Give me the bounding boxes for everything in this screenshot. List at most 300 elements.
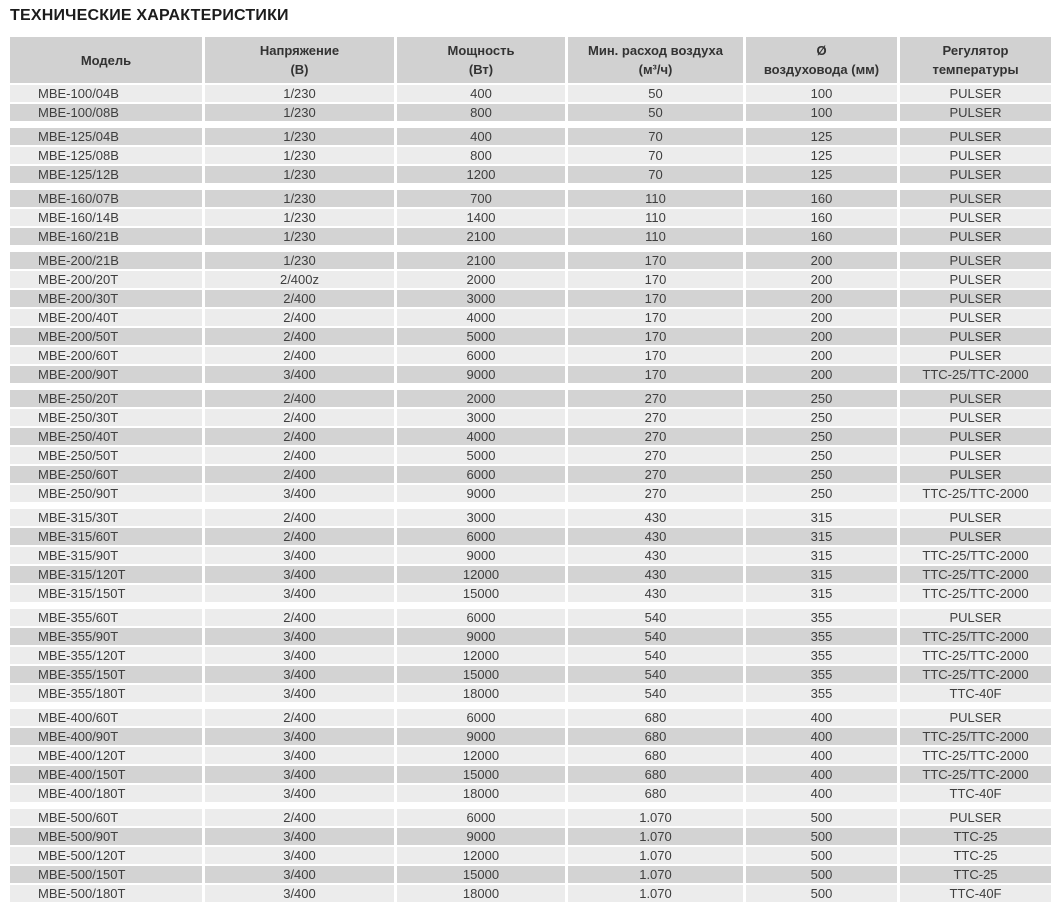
cell-model: MBE-355/150T (10, 666, 205, 683)
cell-airflow: 70 (568, 166, 746, 183)
cell-model: MBE-200/90T (10, 366, 205, 383)
cell-voltage: 3/400 (205, 685, 397, 702)
cell-diameter: 125 (746, 166, 900, 183)
cell-regulator: PULSER (900, 309, 1051, 326)
cell-power: 12000 (397, 847, 568, 864)
cell-model: MBE-315/60T (10, 528, 205, 545)
cell-regulator: PULSER (900, 271, 1051, 288)
cell-voltage: 3/400 (205, 547, 397, 564)
cell-regulator: TTC-25 (900, 847, 1051, 864)
cell-voltage: 2/400 (205, 509, 397, 526)
table-row-MBE-500/120T (10, 847, 1051, 864)
cell-diameter: 200 (746, 290, 900, 307)
cell-voltage: 2/400 (205, 428, 397, 445)
table-row-MBE-250/50T (10, 447, 1051, 464)
table-header-row (10, 37, 1051, 83)
cell-voltage: 1/230 (205, 252, 397, 269)
cell-power: 15000 (397, 585, 568, 602)
cell-voltage: 3/400 (205, 628, 397, 645)
cell-regulator: PULSER (900, 166, 1051, 183)
cell-regulator: TTC-25/TTC-2000 (900, 628, 1051, 645)
cell-regulator: TTC-25/TTC-2000 (900, 547, 1051, 564)
column-header-power (397, 37, 568, 83)
cell-regulator: TTC-25 (900, 828, 1051, 845)
cell-power: 18000 (397, 785, 568, 802)
cell-airflow: 270 (568, 409, 746, 426)
cell-regulator: PULSER (900, 609, 1051, 626)
table-row-MBE-250/60T (10, 466, 1051, 483)
cell-voltage: 3/400 (205, 647, 397, 664)
column-header-label: Регулятор (942, 43, 1009, 58)
cell-airflow: 270 (568, 390, 746, 407)
cell-model: MBE-125/12B (10, 166, 205, 183)
cell-airflow: 430 (568, 547, 746, 564)
cell-regulator: TTC-25/TTC-2000 (900, 728, 1051, 745)
cell-diameter: 200 (746, 347, 900, 364)
cell-regulator: PULSER (900, 290, 1051, 307)
cell-voltage: 2/400 (205, 609, 397, 626)
table-row-MBE-100/04B (10, 85, 1051, 102)
column-header-label: Мин. расход воздуха (588, 43, 723, 58)
cell-airflow: 1.070 (568, 828, 746, 845)
cell-model: MBE-100/04B (10, 85, 205, 102)
cell-regulator: TTC-40F (900, 685, 1051, 702)
cell-voltage: 3/400 (205, 585, 397, 602)
cell-diameter: 315 (746, 585, 900, 602)
cell-diameter: 200 (746, 328, 900, 345)
table-row-MBE-355/90T (10, 628, 1051, 645)
cell-regulator: PULSER (900, 128, 1051, 145)
cell-diameter: 250 (746, 466, 900, 483)
cell-model: MBE-315/90T (10, 547, 205, 564)
cell-regulator: PULSER (900, 328, 1051, 345)
table-row-MBE-200/60T (10, 347, 1051, 364)
cell-voltage: 3/400 (205, 866, 397, 883)
cell-model: MBE-500/120T (10, 847, 205, 864)
table-row-MBE-315/60T (10, 528, 1051, 545)
cell-airflow: 540 (568, 609, 746, 626)
cell-power: 15000 (397, 766, 568, 783)
table-row-MBE-200/50T (10, 328, 1051, 345)
cell-airflow: 540 (568, 628, 746, 645)
cell-regulator: PULSER (900, 509, 1051, 526)
cell-power: 18000 (397, 685, 568, 702)
cell-power: 800 (397, 147, 568, 164)
cell-diameter: 125 (746, 128, 900, 145)
cell-regulator: TTC-25/TTC-2000 (900, 585, 1051, 602)
cell-regulator: PULSER (900, 709, 1051, 726)
column-header-unit: температуры (932, 62, 1019, 77)
cell-diameter: 355 (746, 628, 900, 645)
cell-voltage: 2/400 (205, 347, 397, 364)
cell-regulator: TTC-25/TTC-2000 (900, 366, 1051, 383)
cell-power: 12000 (397, 647, 568, 664)
cell-airflow: 430 (568, 566, 746, 583)
column-header-unit: (м³/ч) (638, 62, 673, 77)
cell-power: 9000 (397, 547, 568, 564)
table-row-MBE-250/40T (10, 428, 1051, 445)
cell-power: 6000 (397, 528, 568, 545)
cell-model: MBE-160/21B (10, 228, 205, 245)
cell-airflow: 170 (568, 271, 746, 288)
table-row-MBE-400/150T (10, 766, 1051, 783)
cell-power: 5000 (397, 447, 568, 464)
cell-power: 800 (397, 104, 568, 121)
table-row-MBE-500/180T (10, 885, 1051, 902)
column-header-label: Модель (80, 52, 132, 68)
cell-airflow: 680 (568, 728, 746, 745)
cell-power: 2000 (397, 271, 568, 288)
cell-power: 12000 (397, 747, 568, 764)
cell-diameter: 200 (746, 366, 900, 383)
cell-voltage: 2/400 (205, 447, 397, 464)
cell-power: 12000 (397, 566, 568, 583)
cell-regulator: TTC-25/TTC-2000 (900, 566, 1051, 583)
table-row-MBE-125/12B (10, 166, 1051, 183)
cell-model: MBE-500/180T (10, 885, 205, 902)
cell-diameter: 250 (746, 390, 900, 407)
cell-airflow: 270 (568, 447, 746, 464)
column-header-unit: воздуховода (мм) (763, 62, 880, 77)
cell-airflow: 540 (568, 666, 746, 683)
cell-regulator: PULSER (900, 147, 1051, 164)
cell-regulator: PULSER (900, 104, 1051, 121)
cell-regulator: PULSER (900, 528, 1051, 545)
cell-airflow: 70 (568, 147, 746, 164)
cell-model: MBE-500/60T (10, 809, 205, 826)
cell-regulator: TTC-40F (900, 785, 1051, 802)
cell-diameter: 200 (746, 252, 900, 269)
cell-model: MBE-250/90T (10, 485, 205, 502)
cell-voltage: 2/400z (205, 271, 397, 288)
cell-model: MBE-355/180T (10, 685, 205, 702)
cell-voltage: 1/230 (205, 147, 397, 164)
cell-power: 3000 (397, 290, 568, 307)
cell-diameter: 500 (746, 885, 900, 902)
cell-diameter: 250 (746, 428, 900, 445)
cell-airflow: 110 (568, 190, 746, 207)
cell-diameter: 160 (746, 209, 900, 226)
cell-power: 400 (397, 85, 568, 102)
cell-airflow: 110 (568, 209, 746, 226)
cell-model: MBE-400/60T (10, 709, 205, 726)
column-header-regulator (900, 37, 1051, 83)
column-header-diameter (746, 37, 900, 83)
cell-voltage: 1/230 (205, 209, 397, 226)
cell-regulator: TTC-25/TTC-2000 (900, 747, 1051, 764)
cell-regulator: PULSER (900, 428, 1051, 445)
cell-power: 9000 (397, 366, 568, 383)
cell-airflow: 430 (568, 509, 746, 526)
cell-regulator: PULSER (900, 447, 1051, 464)
cell-model: MBE-315/30T (10, 509, 205, 526)
table-row-MBE-250/30T (10, 409, 1051, 426)
cell-airflow: 270 (568, 485, 746, 502)
cell-model: MBE-400/90T (10, 728, 205, 745)
cell-model: MBE-400/150T (10, 766, 205, 783)
cell-diameter: 200 (746, 271, 900, 288)
cell-voltage: 1/230 (205, 166, 397, 183)
cell-diameter: 160 (746, 190, 900, 207)
cell-voltage: 3/400 (205, 728, 397, 745)
cell-power: 2100 (397, 228, 568, 245)
column-header-unit: (В) (290, 62, 309, 77)
cell-diameter: 355 (746, 666, 900, 683)
table-row-MBE-200/20T (10, 271, 1051, 288)
cell-power: 400 (397, 128, 568, 145)
cell-airflow: 680 (568, 709, 746, 726)
cell-power: 9000 (397, 828, 568, 845)
cell-regulator: TTC-25/TTC-2000 (900, 666, 1051, 683)
table-row-MBE-315/30T (10, 509, 1051, 526)
cell-regulator: TTC-25/TTC-2000 (900, 766, 1051, 783)
table-row-MBE-355/150T (10, 666, 1051, 683)
cell-model: MBE-355/120T (10, 647, 205, 664)
cell-regulator: TTC-25 (900, 866, 1051, 883)
cell-power: 9000 (397, 728, 568, 745)
cell-model: MBE-200/60T (10, 347, 205, 364)
cell-model: MBE-160/14B (10, 209, 205, 226)
cell-airflow: 270 (568, 428, 746, 445)
cell-power: 9000 (397, 485, 568, 502)
cell-voltage: 2/400 (205, 290, 397, 307)
cell-power: 6000 (397, 709, 568, 726)
cell-power: 6000 (397, 809, 568, 826)
cell-power: 6000 (397, 609, 568, 626)
cell-regulator: PULSER (900, 190, 1051, 207)
cell-diameter: 250 (746, 447, 900, 464)
cell-power: 2100 (397, 252, 568, 269)
column-header-label: Напряжение (259, 43, 340, 58)
cell-model: MBE-200/40T (10, 309, 205, 326)
cell-model: MBE-400/120T (10, 747, 205, 764)
column-header-voltage (205, 37, 397, 83)
cell-voltage: 3/400 (205, 885, 397, 902)
cell-airflow: 170 (568, 290, 746, 307)
cell-voltage: 3/400 (205, 785, 397, 802)
cell-diameter: 250 (746, 485, 900, 502)
table-row-MBE-250/20T (10, 390, 1051, 407)
cell-regulator: PULSER (900, 347, 1051, 364)
cell-regulator: PULSER (900, 390, 1051, 407)
cell-voltage: 3/400 (205, 747, 397, 764)
table-row-MBE-200/90T (10, 366, 1051, 383)
cell-model: MBE-200/50T (10, 328, 205, 345)
cell-diameter: 400 (746, 785, 900, 802)
cell-model: MBE-355/90T (10, 628, 205, 645)
table-row-MBE-125/04B (10, 128, 1051, 145)
cell-diameter: 355 (746, 685, 900, 702)
cell-model: MBE-200/21B (10, 252, 205, 269)
cell-voltage: 1/230 (205, 85, 397, 102)
cell-power: 2000 (397, 390, 568, 407)
cell-diameter: 355 (746, 609, 900, 626)
cell-model: MBE-250/30T (10, 409, 205, 426)
cell-voltage: 1/230 (205, 190, 397, 207)
table-row-MBE-250/90T (10, 485, 1051, 502)
table-row-MBE-200/21B (10, 252, 1051, 269)
cell-voltage: 2/400 (205, 809, 397, 826)
cell-voltage: 3/400 (205, 566, 397, 583)
table-row-MBE-315/90T (10, 547, 1051, 564)
cell-model: MBE-160/07B (10, 190, 205, 207)
cell-voltage: 3/400 (205, 366, 397, 383)
table-row-MBE-160/14B (10, 209, 1051, 226)
table-row-MBE-500/90T (10, 828, 1051, 845)
cell-regulator: PULSER (900, 809, 1051, 826)
cell-voltage: 3/400 (205, 666, 397, 683)
cell-voltage: 3/400 (205, 847, 397, 864)
cell-diameter: 100 (746, 85, 900, 102)
cell-airflow: 680 (568, 766, 746, 783)
table-row-MBE-355/120T (10, 647, 1051, 664)
cell-voltage: 2/400 (205, 528, 397, 545)
column-header-label: Мощность (447, 43, 515, 58)
cell-diameter: 500 (746, 847, 900, 864)
cell-voltage: 3/400 (205, 766, 397, 783)
cell-power: 700 (397, 190, 568, 207)
cell-regulator: PULSER (900, 85, 1051, 102)
cell-voltage: 2/400 (205, 328, 397, 345)
cell-model: MBE-500/90T (10, 828, 205, 845)
table-row-MBE-400/120T (10, 747, 1051, 764)
cell-airflow: 170 (568, 366, 746, 383)
cell-model: MBE-400/180T (10, 785, 205, 802)
cell-power: 15000 (397, 866, 568, 883)
table-row-MBE-200/40T (10, 309, 1051, 326)
cell-airflow: 430 (568, 585, 746, 602)
cell-airflow: 540 (568, 647, 746, 664)
table-row-MBE-160/07B (10, 190, 1051, 207)
cell-diameter: 400 (746, 766, 900, 783)
cell-model: MBE-250/50T (10, 447, 205, 464)
cell-voltage: 3/400 (205, 485, 397, 502)
column-header-label: Ø (816, 43, 827, 58)
cell-power: 3000 (397, 509, 568, 526)
cell-diameter: 315 (746, 509, 900, 526)
cell-airflow: 430 (568, 528, 746, 545)
table-row-MBE-500/150T (10, 866, 1051, 883)
table-row-MBE-160/21B (10, 228, 1051, 245)
column-header-airflow (568, 37, 746, 83)
cell-model: MBE-125/08B (10, 147, 205, 164)
cell-diameter: 400 (746, 709, 900, 726)
cell-power: 4000 (397, 309, 568, 326)
cell-regulator: TTC-40F (900, 885, 1051, 902)
table-row-MBE-125/08B (10, 147, 1051, 164)
cell-voltage: 1/230 (205, 104, 397, 121)
cell-power: 9000 (397, 628, 568, 645)
cell-power: 3000 (397, 409, 568, 426)
cell-voltage: 2/400 (205, 309, 397, 326)
cell-diameter: 315 (746, 566, 900, 583)
cell-model: MBE-500/150T (10, 866, 205, 883)
cell-model: MBE-200/20T (10, 271, 205, 288)
cell-model: MBE-355/60T (10, 609, 205, 626)
table-row-MBE-355/60T (10, 609, 1051, 626)
cell-model: MBE-200/30T (10, 290, 205, 307)
cell-model: MBE-315/120T (10, 566, 205, 583)
cell-model: MBE-125/04B (10, 128, 205, 145)
cell-regulator: TTC-25/TTC-2000 (900, 485, 1051, 502)
cell-voltage: 2/400 (205, 466, 397, 483)
cell-airflow: 1.070 (568, 885, 746, 902)
cell-model: MBE-250/60T (10, 466, 205, 483)
page-title: ТЕХНИЧЕСКИЕ ХАРАКТЕРИСТИКИ (10, 7, 289, 24)
cell-voltage: 3/400 (205, 828, 397, 845)
technical-specs-table (10, 37, 1051, 902)
cell-model: MBE-315/150T (10, 585, 205, 602)
cell-voltage: 2/400 (205, 709, 397, 726)
cell-diameter: 100 (746, 104, 900, 121)
cell-diameter: 200 (746, 309, 900, 326)
cell-regulator: PULSER (900, 209, 1051, 226)
cell-power: 6000 (397, 347, 568, 364)
cell-model: MBE-100/08B (10, 104, 205, 121)
table-row-MBE-200/30T (10, 290, 1051, 307)
table-row-MBE-400/90T (10, 728, 1051, 745)
cell-diameter: 125 (746, 147, 900, 164)
cell-airflow: 50 (568, 85, 746, 102)
cell-voltage: 1/230 (205, 228, 397, 245)
cell-power: 6000 (397, 466, 568, 483)
column-header-model (10, 37, 205, 83)
cell-airflow: 1.070 (568, 809, 746, 826)
cell-airflow: 1.070 (568, 847, 746, 864)
cell-diameter: 315 (746, 528, 900, 545)
cell-diameter: 315 (746, 547, 900, 564)
table-row-MBE-500/60T (10, 809, 1051, 826)
column-header-unit: (Вт) (468, 62, 494, 77)
cell-model: MBE-250/20T (10, 390, 205, 407)
table-row-MBE-355/180T (10, 685, 1051, 702)
cell-diameter: 500 (746, 809, 900, 826)
cell-regulator: PULSER (900, 466, 1051, 483)
cell-voltage: 1/230 (205, 128, 397, 145)
cell-power: 18000 (397, 885, 568, 902)
cell-diameter: 400 (746, 728, 900, 745)
cell-airflow: 170 (568, 347, 746, 364)
cell-regulator: TTC-25/TTC-2000 (900, 647, 1051, 664)
table-row-MBE-100/08B (10, 104, 1051, 121)
cell-airflow: 270 (568, 466, 746, 483)
table-body (10, 85, 1051, 902)
table-row-MBE-315/120T (10, 566, 1051, 583)
cell-airflow: 170 (568, 328, 746, 345)
table-row-MBE-400/60T (10, 709, 1051, 726)
cell-airflow: 170 (568, 309, 746, 326)
cell-regulator: PULSER (900, 252, 1051, 269)
cell-airflow: 680 (568, 747, 746, 764)
cell-airflow: 680 (568, 785, 746, 802)
cell-voltage: 2/400 (205, 409, 397, 426)
cell-voltage: 2/400 (205, 390, 397, 407)
cell-power: 5000 (397, 328, 568, 345)
cell-diameter: 250 (746, 409, 900, 426)
cell-power: 4000 (397, 428, 568, 445)
cell-diameter: 160 (746, 228, 900, 245)
cell-diameter: 400 (746, 747, 900, 764)
cell-power: 1400 (397, 209, 568, 226)
cell-power: 1200 (397, 166, 568, 183)
cell-airflow: 50 (568, 104, 746, 121)
cell-airflow: 1.070 (568, 866, 746, 883)
cell-regulator: PULSER (900, 228, 1051, 245)
cell-power: 15000 (397, 666, 568, 683)
table-row-MBE-400/180T (10, 785, 1051, 802)
cell-diameter: 500 (746, 828, 900, 845)
cell-airflow: 540 (568, 685, 746, 702)
